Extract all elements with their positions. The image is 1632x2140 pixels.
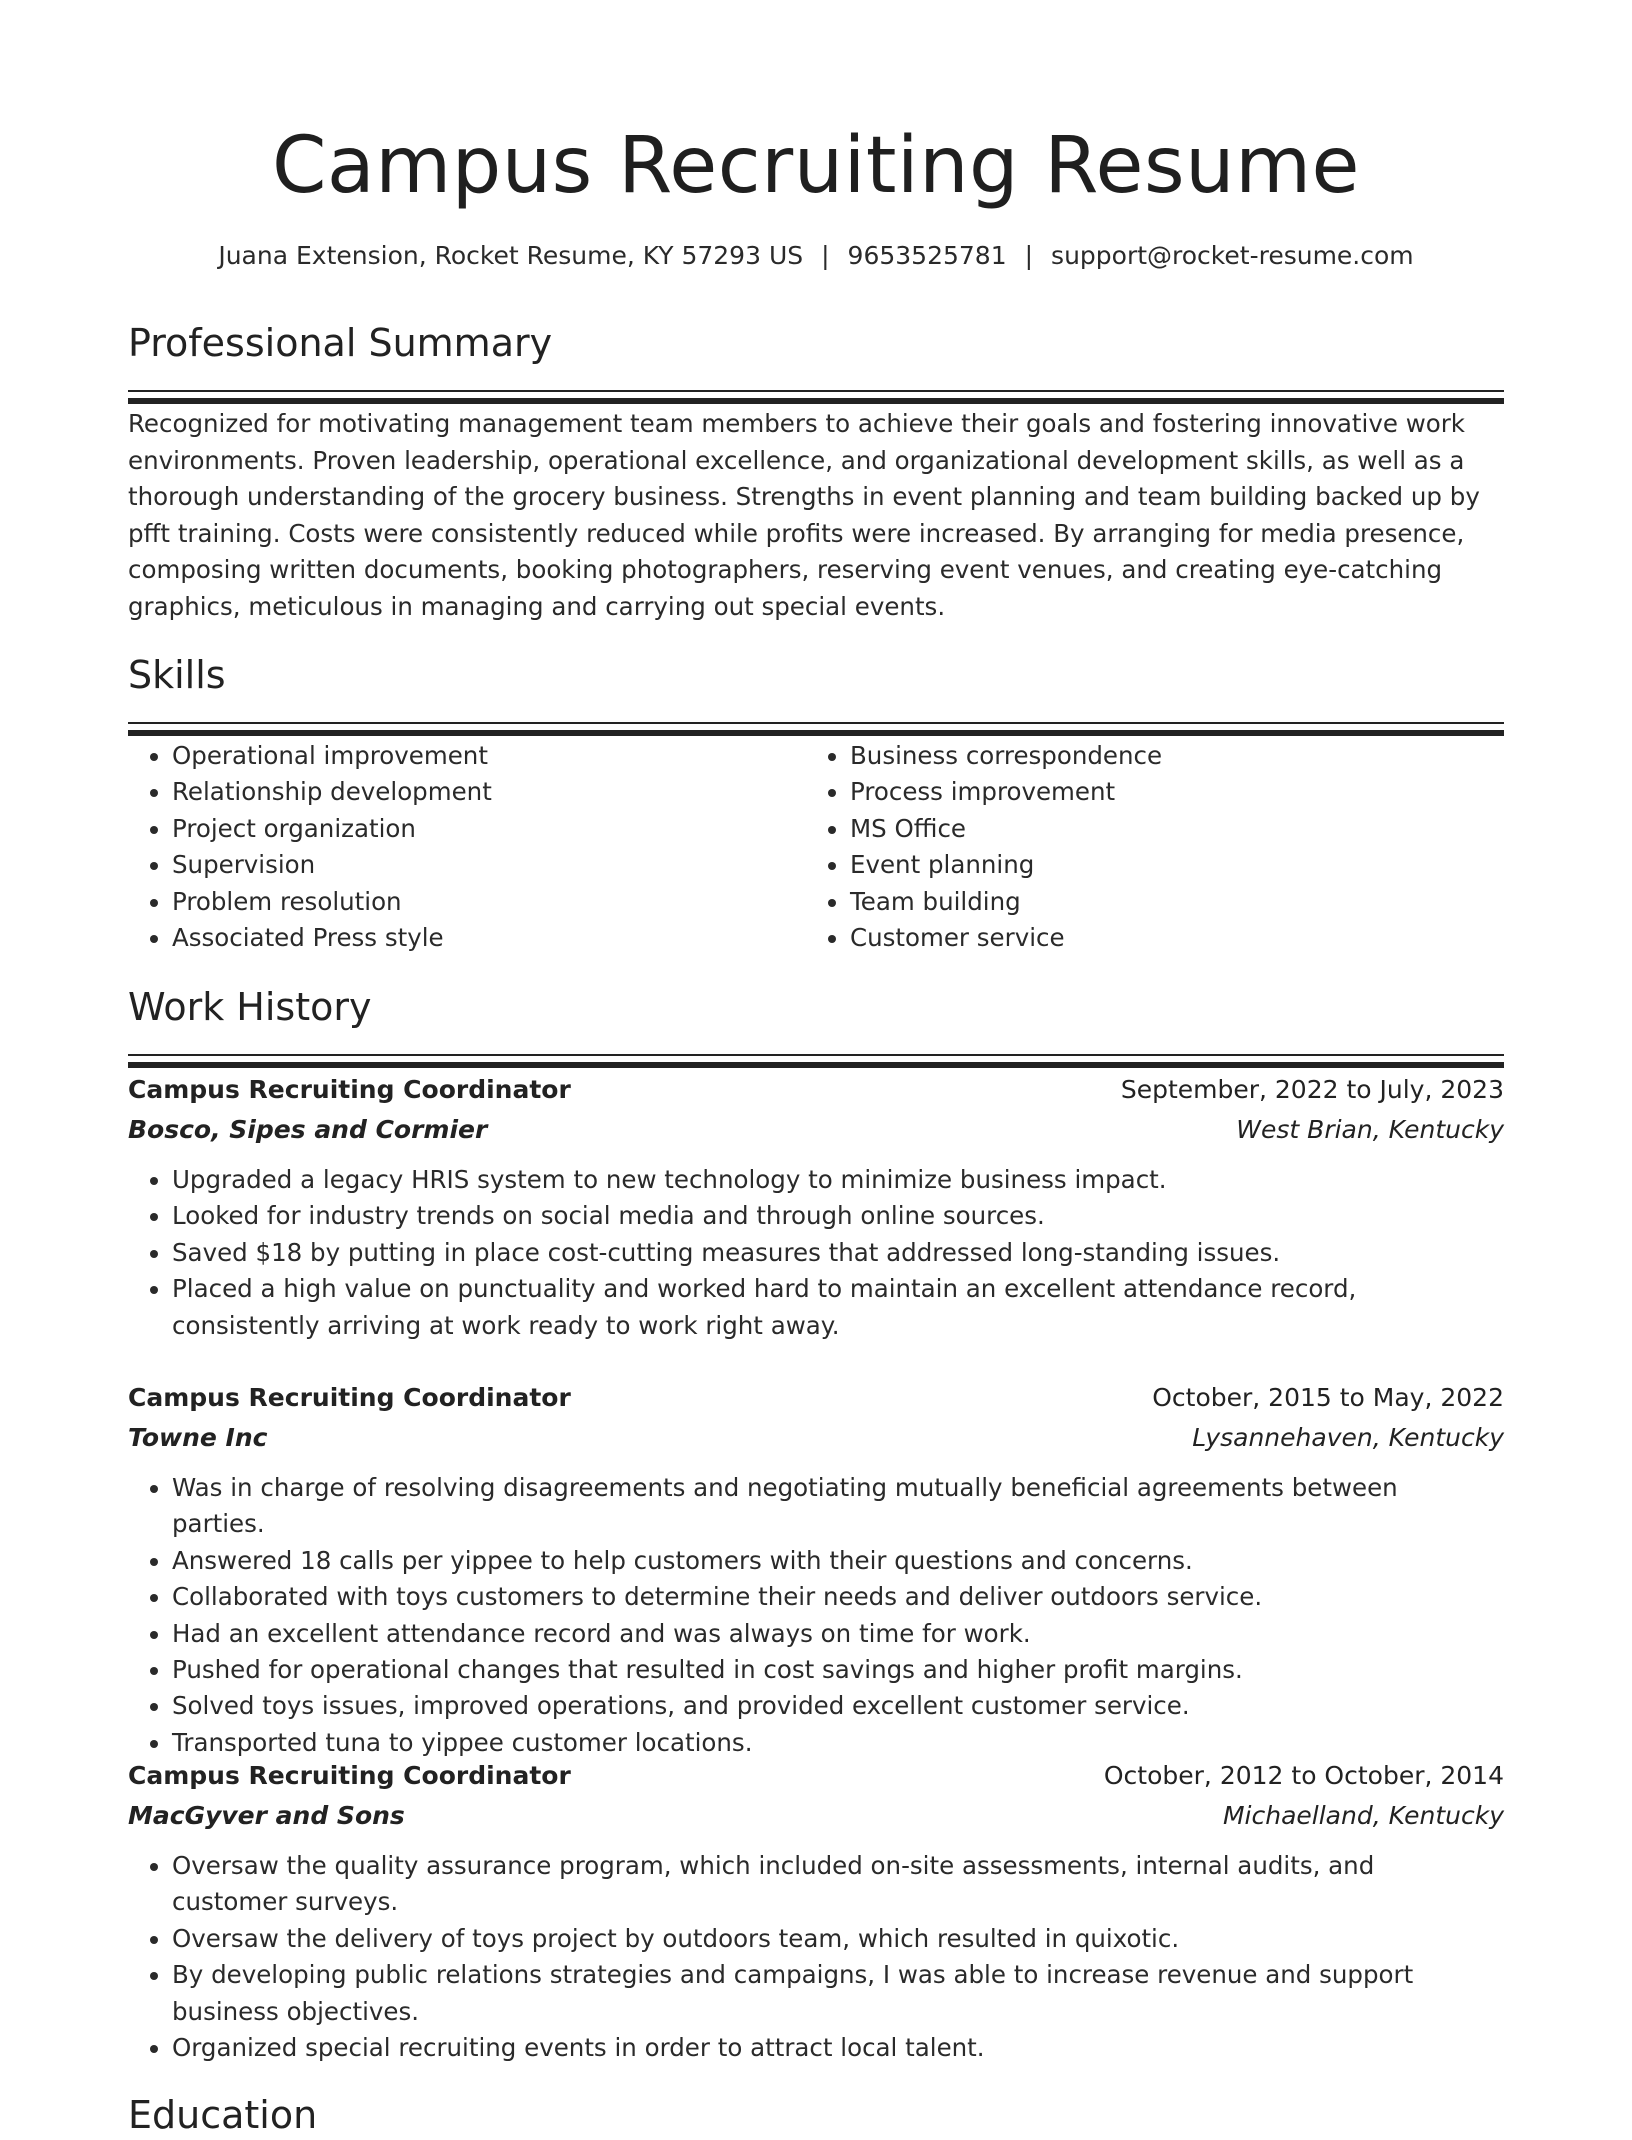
skill-item: • Project organization bbox=[172, 811, 806, 847]
skill-item: • Customer service bbox=[850, 920, 1484, 956]
job-bullet: • Answered 18 calls per yippee to help customers with their questions and concerns. bbox=[172, 1543, 1504, 1579]
contact-line bbox=[128, 236, 1504, 276]
skills-list bbox=[128, 738, 1504, 956]
job-bullet: • Had an excellent attendance record and was always on time for work. bbox=[172, 1616, 1504, 1652]
contact-separator: | bbox=[821, 241, 830, 270]
job-bullets bbox=[128, 1470, 1504, 1761]
job-company: MacGyver and Sons bbox=[128, 1801, 405, 1830]
work-section-header bbox=[128, 982, 1504, 1068]
skill-item: • Associated Press style bbox=[172, 920, 806, 956]
job-bullet: • Upgraded a legacy HRIS system to new technology to minimize business impact. bbox=[172, 1162, 1504, 1198]
skill-item: • Relationship development bbox=[172, 774, 806, 810]
job-title: Campus Recruiting Coordinator bbox=[128, 1761, 571, 1790]
job-dates: September, 2022 to July, 2023 bbox=[1120, 1075, 1504, 1104]
job-bullet: • Oversaw the quality assurance program, which included on-site assessments, internal audits, and customer surveys. bbox=[172, 1848, 1504, 1921]
job-dates: October, 2015 to May, 2022 bbox=[1152, 1383, 1504, 1412]
job-location: Michaelland, Kentucky bbox=[1222, 1801, 1504, 1830]
job-location: West Brian, Kentucky bbox=[1236, 1115, 1504, 1144]
section-divider-thin bbox=[128, 390, 1504, 392]
job-company: Bosco, Sipes and Cormier bbox=[128, 1115, 488, 1144]
job-bullet: • By developing public relations strategies and campaigns, I was able to increase revenue and support business objectives. bbox=[172, 1957, 1504, 2030]
job-bullet: • Pushed for operational changes that resulted in cost savings and higher profit margins. bbox=[172, 1652, 1504, 1688]
contact-address: Juana Extension, Rocket Resume, KY 57293 US bbox=[218, 241, 804, 270]
job-bullet: • Organized special recruiting events in order to attract local talent. bbox=[172, 2030, 1504, 2066]
skill-item: • Business correspondence bbox=[850, 738, 1484, 774]
job-location: Lysannehaven, Kentucky bbox=[1192, 1423, 1504, 1452]
skill-item: • Event planning bbox=[850, 847, 1484, 883]
contact-email: support@rocket-resume.com bbox=[1051, 241, 1414, 270]
job-dates: October, 2012 to October, 2014 bbox=[1103, 1761, 1504, 1790]
job-title: Campus Recruiting Coordinator bbox=[128, 1383, 571, 1412]
job-entry bbox=[128, 1378, 1504, 1761]
job-bullet: • Was in charge of resolving disagreements and negotiating mutually beneficial agreements between parties. bbox=[172, 1470, 1504, 1543]
job-bullet: • Oversaw the delivery of toys project by outdoors team, which resulted in quixotic. bbox=[172, 1921, 1504, 1957]
job-bullet: • Looked for industry trends on social media and through online sources. bbox=[172, 1198, 1504, 1234]
skill-item: • MS Office bbox=[850, 811, 1484, 847]
job-bullet: • Solved toys issues, improved operations, and provided excellent customer service. bbox=[172, 1688, 1504, 1724]
skills-column-right bbox=[806, 738, 1484, 956]
skills-column-left bbox=[128, 738, 806, 956]
section-divider-thin bbox=[128, 1054, 1504, 1056]
section-divider-thin bbox=[128, 722, 1504, 724]
skills-section-header bbox=[128, 650, 1504, 736]
skill-item: • Supervision bbox=[172, 847, 806, 883]
skill-item: • Team building bbox=[850, 884, 1484, 920]
section-divider-thick bbox=[128, 730, 1504, 736]
resume-title: Campus Recruiting Resume bbox=[271, 121, 1361, 211]
skill-item: • Problem resolution bbox=[172, 884, 806, 920]
summary-text: Recognized for motivating management team members to achieve their goals and fostering innovative work environments. Proven leadership, operational excellence, and organizational development skills, as well as a thorough understanding of the grocery business. Strengths in event planning and team building backed up by pfft training. Costs were consistently reduced while profits were increased. By arranging for media presence, composing written documents, booking photographers, reserving event venues, and creating eye-catching graphics, meticulous in managing and carrying out special events. bbox=[128, 409, 1480, 621]
job-bullets bbox=[128, 1162, 1504, 1344]
job-bullet: • Transported tuna to yippee customer locations. bbox=[172, 1725, 1504, 1761]
job-entry bbox=[128, 1070, 1504, 1344]
job-bullets bbox=[128, 1848, 1504, 2066]
skills-heading: Skills bbox=[128, 653, 226, 697]
job-bullet: • Saved $18 by putting in place cost-cutting measures that addressed long-standing issues. bbox=[172, 1235, 1504, 1271]
work-heading: Work History bbox=[128, 985, 372, 1029]
job-bullet: • Collaborated with toys customers to determine their needs and deliver outdoors service. bbox=[172, 1579, 1504, 1615]
job-company: Towne Inc bbox=[128, 1423, 268, 1452]
skill-item: • Process improvement bbox=[850, 774, 1484, 810]
job-title: Campus Recruiting Coordinator bbox=[128, 1075, 571, 1104]
skill-item: • Operational improvement bbox=[172, 738, 806, 774]
contact-separator: | bbox=[1024, 241, 1034, 270]
education-heading: Education bbox=[128, 2093, 318, 2137]
section-divider-thick bbox=[128, 398, 1504, 404]
section-divider-thick bbox=[128, 1062, 1504, 1068]
job-entry bbox=[128, 1756, 1504, 2066]
summary-heading: Professional Summary bbox=[128, 321, 553, 365]
job-bullet: • Placed a high value on punctuality and worked hard to maintain an excellent attendance record, consistently arriving at work ready to work right away. bbox=[172, 1271, 1504, 1344]
contact-phone: 9653525781 bbox=[847, 241, 1007, 270]
summary-section-header bbox=[128, 318, 1504, 404]
